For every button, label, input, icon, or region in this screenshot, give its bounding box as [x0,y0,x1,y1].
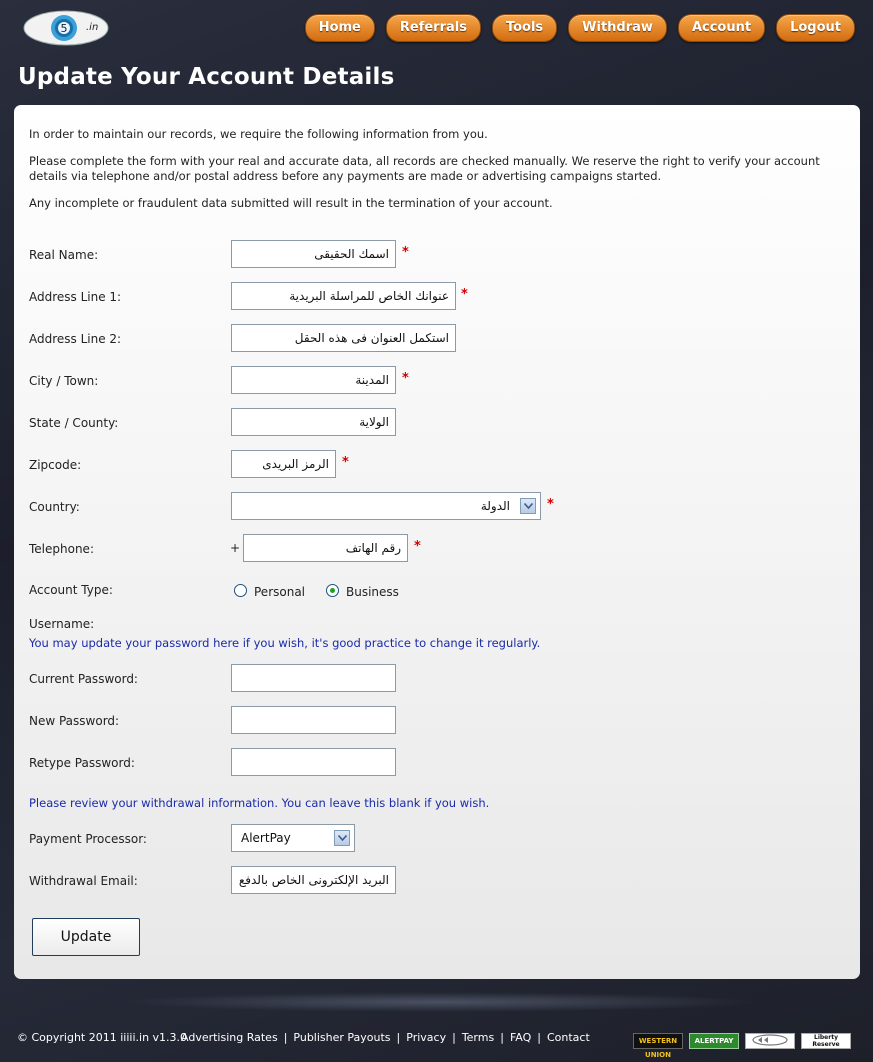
current-password-input[interactable] [231,664,396,692]
required-mark: * [547,497,554,512]
real-name-input[interactable]: اسمك الحقيقى [231,240,396,268]
country-select-value: الدولة [480,499,510,513]
payment-processor-value: AlertPay [241,831,291,845]
payment-logo-badge [745,1033,795,1049]
retype-password-label: Retype Password: [29,756,135,770]
footer-link-contact[interactable]: Contact [546,1031,590,1044]
state-label: State / County: [29,416,119,430]
intro-paragraph-3: Any incomplete or fraudulent data submitted will result in the termination of your account. [29,196,553,210]
personal-radio-label[interactable]: Personal [254,585,306,599]
real-name-label: Real Name: [29,248,99,262]
required-mark: * [342,455,349,470]
withdrawal-email-input[interactable]: البريد الإلكترونى الخاص بالدفع [231,866,396,894]
required-mark: * [402,371,409,386]
account-type-label: Account Type: [29,583,113,597]
city-input[interactable]: المدينة [231,366,396,394]
personal-radio[interactable] [234,584,247,597]
account-form-panel [14,105,860,979]
new-password-label: New Password: [29,714,120,728]
footer-link-privacy[interactable]: Privacy [406,1031,447,1044]
footer-link-terms[interactable]: Terms [461,1031,495,1044]
telephone-input[interactable]: رقم الهاتف [243,534,408,562]
footer-links: Advertising Rates | Publisher Payouts | Privacy | Terms | FAQ | Contact [181,1031,590,1044]
business-radio[interactable] [326,584,339,597]
nav-home[interactable]: Home [305,14,375,42]
address1-input[interactable]: عنوانك الخاص للمراسلة البريدية [231,282,456,310]
liberty-reserve-badge: Liberty Reserve [801,1033,851,1049]
address2-label: Address Line 2: [29,332,122,346]
footer-link-publisher-payouts[interactable]: Publisher Payouts [293,1031,391,1044]
current-password-label: Current Password: [29,672,138,686]
required-mark: * [402,245,409,260]
new-password-input[interactable] [231,706,396,734]
update-button[interactable]: Update [32,918,140,956]
chevron-down-icon[interactable] [334,830,350,846]
business-radio-label[interactable]: Business [346,585,399,599]
payment-processor-label: Payment Processor: [29,832,147,846]
password-note: You may update your password here if you wish, it's good practice to change it regularly. [29,636,541,650]
footer-link-advertising-rates[interactable]: Advertising Rates [181,1031,278,1044]
withdrawal-email-label: Withdrawal Email: [29,874,138,888]
withdrawal-note: Please review your withdrawal information. You can leave this blank if you wish. [29,796,490,810]
payment-badges [633,1033,851,1059]
intro-paragraph-2: Please complete the form with your real and accurate data, all records are checked manually. We reserve the right to verify your account details via telephone and/or postal address before any payments are made or advertising campaigns started. [29,154,820,183]
nav-logout[interactable]: Logout [776,14,855,42]
nav-tools[interactable]: Tools [492,14,557,42]
state-input[interactable]: الولاية [231,408,396,436]
alertpay-badge: ALERTPAY [689,1033,739,1049]
zipcode-input[interactable]: الرمز البريدى [231,450,336,478]
nav-withdraw[interactable]: Withdraw [568,14,667,42]
telephone-prefix: + [230,541,241,555]
country-select[interactable] [231,492,541,520]
address2-input[interactable]: استكمل العنوان فى هذه الحقل [231,324,456,352]
payment-processor-select[interactable] [231,824,355,852]
chevron-down-icon[interactable] [520,498,536,514]
nav-account[interactable]: Account [678,14,765,42]
nav-referrals[interactable]: Referrals [386,14,481,42]
western-union-badge: WESTERN UNION [633,1033,683,1049]
required-mark: * [414,539,421,554]
country-label: Country: [29,500,80,514]
footer-link-faq[interactable]: FAQ [509,1031,532,1044]
required-mark: * [461,287,468,302]
retype-password-input[interactable] [231,748,396,776]
page-title: Update Your Account Details [18,64,395,90]
footer-divider [120,992,760,1012]
zipcode-label: Zipcode: [29,458,82,472]
username-label: Username: [29,617,95,631]
logo-text: .in [86,22,99,33]
copyright: © Copyright 2011 iiiii.in v1.3.0 [17,1031,188,1044]
site-logo[interactable] [22,8,118,48]
svg-text:5: 5 [60,22,68,35]
main-nav [305,14,855,42]
address1-label: Address Line 1: [29,290,122,304]
telephone-label: Telephone: [29,542,94,556]
city-label: City / Town: [29,374,99,388]
intro-paragraph-1: In order to maintain our records, we require the following information from you. [29,127,488,141]
